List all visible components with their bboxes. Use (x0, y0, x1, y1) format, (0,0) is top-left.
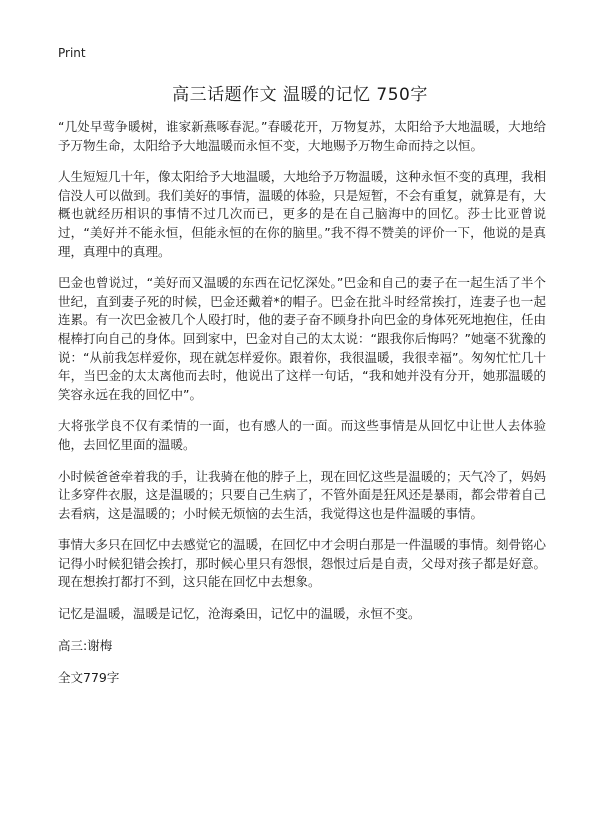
print-link[interactable]: Print (58, 46, 86, 60)
article-body (58, 118, 546, 701)
paragraph-7: 记忆是温暖，温暖是记忆，沧海桑田，记忆中的温暖，永恒不变。 (58, 606, 421, 622)
author-line: 高三:谢梅 (58, 637, 113, 653)
paragraph-4: 大将张学良不仅有柔情的一面，也有感人的一面。而这些事情是从回忆中让世人去体验他，去回忆里面的温暖。 (58, 418, 546, 452)
paragraph-3: 巴金也曾说过，“美好而又温暖的东西在记忆深处。”巴金和自己的妻子在一起生活了半个世纪，直到妻子死的时候，巴金还戴着*的帽子。巴金在批斗时经常挨打，连妻子也一起连累。有一次巴金被几个人殴打时，他的妻子奋不顾身扑向巴金的身体死死地抱住，任由棍棒打向自己的身体。回到家中，巴金对自己的太太说：“跟我你后悔吗？”她毫不犹豫的说：“从前我怎样爱你，现在就怎样爱你。跟着你，我很温暖，我很幸福”。匆匆忙忙几十年，当巴金的太太离他而去时，他说出了这样一句话，“我和她并没有分开，她那温暖的笑容永远在我的回忆中”。 (58, 275, 546, 402)
word-count: 全文779字 (58, 669, 120, 685)
paragraph-2: 人生短短几十年，像太阳给予大地温暖，大地给予万物温暖，这种永恒不变的真理，我相信没人可以做到。我们美好的事情，温暖的体验，只是短暂，不会有重复，就算是有，大概也就经历相识的事情不过几次而已，更多的是在自己脑海中的回忆。莎士比亚曾说过，“美好并不能永恒，但能永恒的在你的脑里。”我不得不赞美的评价一下，他说的是真理，真理中的真理。 (58, 169, 546, 259)
paragraph-6: 事情大多只在回忆中去感觉它的温暖，在回忆中才会明白那是一件温暖的事情。刻骨铭心记得小时候犯错会挨打，那时候心里只有怨恨，怨恨过后是自责，父母对孩子都是好意。现在想挨打都打不到，这只能在回忆中去想象。 (58, 537, 546, 590)
paragraph-1: “几处早莺争暖树，谁家新燕啄春泥。”春暖花开，万物复苏，太阳给予大地温暖，大地给予万物生命，太阳给予大地温暖而永恒不变，大地赐予万物生命而持之以恒。 (58, 119, 546, 153)
article-title: 高三话题作文 温暖的记忆 750字 (172, 85, 428, 105)
paragraph-5: 小时候爸爸牵着我的手，让我骑在他的脖子上，现在回忆这些是温暖的；天气冷了，妈妈让多穿件衣服，这是温暖的；只要自己生病了，不管外面是狂风还是暴雨，都会带着自己去看病，这是温暖的；小时候无烦恼的去生活，我觉得这也是件温暖的事情。 (58, 468, 546, 521)
